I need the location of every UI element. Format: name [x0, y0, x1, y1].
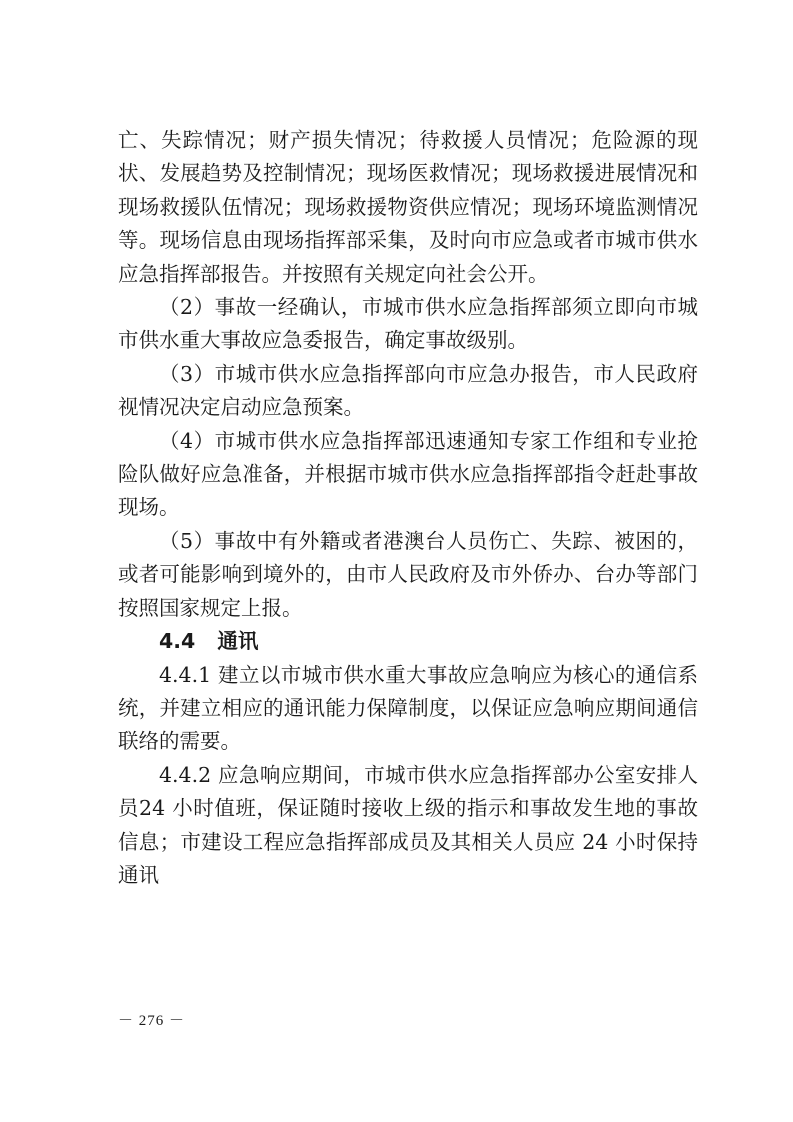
- paragraph-item-4: （4）市城市供水应急指挥部迅速通知专家工作组和专业抢险队做好应急准备，并根据市城市供水应急指挥部指令赶赴事故现场。: [118, 428, 698, 520]
- section-heading: [118, 625, 698, 658]
- section-number: 4.4: [159, 629, 196, 654]
- paragraph-4-4-2: 4.4.2 应急响应期间，市城市供水应急指挥部办公室安排人员24 小时值班，保证随时接收上级的指示和事故发生地的事故信息；市建设工程应急指挥部成员及其相关人员应 24 小时保持通讯: [118, 762, 698, 887]
- paragraph-continued: 亡、失踪情况；财产损失情况；待救援人员情况；危险源的现状、发展趋势及控制情况；现场医救情况；现场救援进展情况和现场救援队伍情况；现场救援物资供应情况；现场环境监测情况等。现场信息由现场指挥部采集，及时向市应急或者市城市供水应急指挥部报告。并按照有关规定向社会公开。: [118, 128, 698, 286]
- paragraph-item-3: （3）市城市供水应急指挥部向市应急办报告，市人民政府视情况决定启动应急预案。: [118, 361, 698, 420]
- paragraph-item-2: （2）事故一经确认，市城市供水应急指挥部须立即向市城市供水重大事故应急委报告，确定事故级别。: [118, 295, 698, 353]
- body-text: [118, 124, 698, 892]
- paragraph-4-4-1: 4.4.1 建立以市城市供水重大事故应急响应为核心的通信系统，并建立相应的通讯能力保障制度，以保证应急响应期间通信联络的需要。: [118, 662, 698, 754]
- page-number: － 276 －: [118, 1013, 186, 1029]
- section-title: 通讯: [217, 629, 259, 654]
- paragraph-item-5: （5）事故中有外籍或者港澳台人员伤亡、失踪、被困的，或者可能影响到境外的，由市人民政府及市外侨办、台办等部门按照国家规定上报。: [118, 528, 698, 620]
